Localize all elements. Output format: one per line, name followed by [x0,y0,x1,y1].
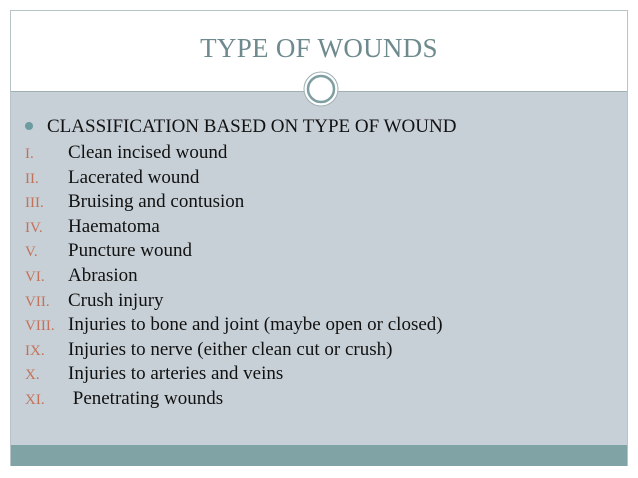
slide-title: TYPE OF WOUNDS [200,33,438,63]
list-item-text: Crush injury [68,289,164,311]
list-item [25,313,443,338]
circle-ornament-icon [303,71,339,107]
bullet-icon [25,122,33,130]
list-item [25,264,443,289]
list-item [25,141,443,166]
list-item-text: Abrasion [68,264,138,286]
heading-text: CLASSIFICATION BASED ON TYPE OF WOUND [47,116,457,137]
list-item [25,338,443,363]
list-item-text: Haematoma [68,215,160,237]
list-item [25,362,443,387]
wound-type-list [25,141,443,412]
list-numeral: III. [25,195,44,212]
list-item-text: Bruising and contusion [68,191,245,213]
footer-bar [11,445,627,466]
list-item-text: Penetrating wounds [68,387,224,409]
list-item-text: Injuries to nerve (either clean cut or crush) [68,338,393,360]
list-numeral: IX. [25,342,45,359]
list-numeral: V. [25,244,38,261]
content-area [11,91,627,446]
list-numeral: X. [25,367,40,384]
list-item-text: Injuries to arteries and veins [68,363,284,385]
classification-heading [25,116,456,138]
list-item [25,190,443,215]
slide [10,10,628,466]
list-item-text: Puncture wound [68,240,193,262]
list-item-text: Injuries to bone and joint (maybe open or closed) [68,314,443,336]
list-item-text: Lacerated wound [68,166,200,188]
list-item [25,289,443,314]
list-numeral: VII. [25,293,50,310]
list-item [25,387,443,412]
list-numeral: VIII. [25,318,55,335]
list-item [25,215,443,240]
list-numeral: II. [25,170,39,187]
list-numeral: IV. [25,219,43,236]
list-numeral: VI. [25,268,45,285]
list-item-text: Clean incised wound [68,142,228,163]
list-numeral: I. [25,146,34,162]
list-numeral: XI. [25,391,45,408]
list-item [25,239,443,264]
list-item [25,166,443,191]
